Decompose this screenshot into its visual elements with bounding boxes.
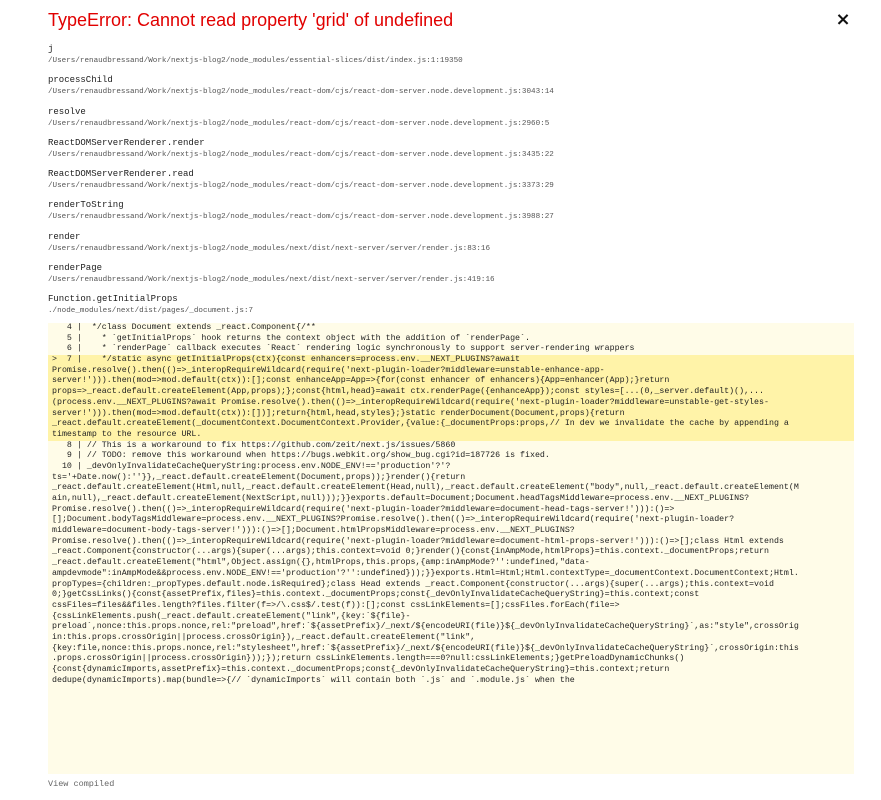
code-line-highlighted: (process.env.__NEXT_PLUGINS?await Promise.resolve().then(()=>_interopRequireWildcard(require('next-plugin-loader?middleware=unstable-get-styles-: [48, 398, 854, 409]
close-icon[interactable]: ×: [835, 9, 851, 30]
code-line: _react.default.createElement("html",Object.assign({},htmlProps,this.props,{amp:inAmpMode?'':undefined,"data-: [52, 558, 590, 568]
view-compiled-link[interactable]: View compiled: [48, 779, 115, 789]
stack-frame[interactable]: [48, 294, 848, 325]
code-line-highlighted: props=>_react.default.createElement(App,props);};const{html,head}=await ctx.renderPage({enhanceApp});const styles=[...(0,_server.default)(),...: [48, 387, 854, 398]
stack-frame-file: ./node_modules/next/dist/pages/_document.js:7: [48, 307, 254, 316]
code-line: 6 | * `renderPage` callback executes `React` rendering logic synchronously to support server-rendering wrappers: [52, 344, 635, 354]
stack-frame-function: renderToString: [48, 200, 124, 211]
code-line: _react.Component{constructor(...args){super(...args);this.context=void 0;}render(){const{inAmpMode,htmlProps}=this.context._documentProps;return: [52, 547, 769, 557]
stack-frame-function: resolve: [48, 106, 86, 117]
code-frame: [48, 323, 854, 774]
stack-frame-file: /Users/renaudbressand/Work/nextjs-blog2/node_modules/react-dom/cjs/react-dom-server.node.development.js:3043:14: [48, 88, 554, 97]
code-line: middleware=document-body-tags-server!'))):()=>[];Document.htmlPropsMiddleware=process.env.__NEXT_PLUGINS?: [52, 526, 575, 536]
stack-frame-function: ReactDOMServerRenderer.read: [48, 169, 194, 180]
code-line: 0;}getCssLinks(){const{assetPrefix,files}=this.context._documentProps;const{_devOnlyInvalidateCacheQueryString}=this.context;const: [52, 590, 700, 600]
stack-frame[interactable]: [48, 200, 848, 231]
stack-frame-function: renderPage: [48, 263, 103, 274]
stack-frame[interactable]: [48, 169, 848, 200]
code-line: cssFiles=files&&files.length?files.filter(f=>/\.css$/.test(f)):[];const cssLinkElements=[];cssFiles.forEach(file=>: [52, 600, 620, 610]
stack-frame-function: render: [48, 231, 81, 242]
code-line: {cssLinkElements.push(_react.default.createElement("link",{key:`${file}-: [52, 611, 411, 621]
error-title: TypeError: Cannot read property 'grid' of undefined: [48, 10, 454, 30]
code-line-highlighted: server!'))).then(mod=>mod.default(ctx)):[];const enhanceApp=App=>{for(const enhancer of enhancers){App=enhancer(App);}return: [48, 376, 854, 387]
code-line: 5 | * `getInitialProps` hook returns the context object with the addition of `renderPage`.: [52, 333, 530, 343]
stack-frame-function: ReactDOMServerRenderer.render: [48, 137, 205, 148]
code-line: Promise.resolve().then(()=>_interopRequireWildcard(require('next-plugin-loader?middleware=document-html-props-server!'))):()=>[];class Html extends: [52, 536, 784, 546]
stack-frame-file: /Users/renaudbressand/Work/nextjs-blog2/node_modules/react-dom/cjs/react-dom-server.node.development.js:3373:29: [48, 182, 554, 191]
stack-frame-function: processChild: [48, 75, 113, 86]
stack-frame[interactable]: [48, 107, 848, 138]
code-line-highlighted: > 7 | */static async getInitialProps(ctx){const enhancers=process.env.__NEXT_PLUGINS?await: [48, 355, 854, 366]
code-line: ampdevmode":inAmpMode&&process.env.NODE_ENV!=='production'?'':undefined}));}}exports.Html=Html;Html.contextType=_documentContext.DocumentContext;Html.: [52, 568, 799, 578]
code-line: in:this.props.crossOrigin||process.crossOrigin}),_react.default.createElement("link",: [52, 632, 476, 642]
stack-frame[interactable]: [48, 138, 848, 169]
code-line: ain,null),_react.default.createElement(NextScript,null)));}}exports.default=Document;Document.headTagsMiddleware=process.env.__NEXT_PLUGINS?: [52, 494, 750, 503]
stack-frame[interactable]: [48, 44, 848, 75]
code-line: 8 | // This is a workaround to fix https://github.com/zeit/next.js/issues/5860: [52, 440, 456, 450]
code-line: {key:file,nonce:this.props.nonce,rel:"stylesheet",href:`${assetPrefix}/_next/${encodeURI(file)}${_devOnlyInvalidateCacheQueryString}`,crossOrigin:this: [52, 643, 799, 653]
code-line-highlighted: server!'))).then(mod=>mod.default(ctx)):[])];return{html,head,styles};}static renderDocument(Document,props){return: [48, 409, 854, 420]
code-line-highlighted: _react.default.createElement(_documentContext.DocumentContext.Provider,{value:{_documentProps:props,// In dev we invalidate the cache by appending a: [48, 419, 854, 430]
stack-frame-file: /Users/renaudbressand/Work/nextjs-blog2/node_modules/next/dist/next-server/server/render.js:83:16: [48, 244, 491, 253]
stack-frame[interactable]: [48, 232, 848, 263]
stack-frame-function: Function.getInitialProps: [48, 294, 178, 305]
code-line: propTypes={children:_propTypes.default.node.isRequired};class Head extends _react.Component{constructor(...args){super(...args);this.context=void: [52, 579, 774, 589]
stack-frame-function: j: [48, 44, 54, 54]
stack-frame-file: /Users/renaudbressand/Work/nextjs-blog2/node_modules/essential-slices/dist/index.js:1:19350: [48, 57, 463, 65]
code-line: 4 | */class Document extends _react.Component{/**: [52, 323, 316, 332]
stack-frame[interactable]: [48, 75, 848, 106]
code-line: [];Document.bodyTagsMiddleware=process.env.__NEXT_PLUGINS?Promise.resolve().then(()=>_interopRequireWildcard(require('next-plugin-loader?: [52, 515, 735, 525]
stack-frame-file: /Users/renaudbressand/Work/nextjs-blog2/node_modules/react-dom/cjs/react-dom-server.node.development.js:3988:27: [48, 213, 554, 222]
stack-frame-file: /Users/renaudbressand/Work/nextjs-blog2/node_modules/react-dom/cjs/react-dom-server.node.development.js:3435:22: [48, 150, 554, 159]
code-line: 9 | // TODO: remove this workaround when https://bugs.webkit.org/show_bug.cgi?id=187726 is fixed.: [52, 451, 550, 461]
code-line: ts='+Date.now():''}},_react.default.createElement(Document,props));}render(){return: [52, 472, 466, 482]
code-line: Promise.resolve().then(()=>_interopRequireWildcard(require('next-plugin-loader?middleware=document-head-tags-server!'))):()=>: [52, 504, 675, 514]
code-line: _react.default.createElement(Html,null,_react.default.createElement(Head,null),_react.default.createElement("body",null,_react.default.createElement(M: [52, 483, 799, 493]
stack-frame-file: /Users/renaudbressand/Work/nextjs-blog2/node_modules/react-dom/cjs/react-dom-server.node.development.js:2960:5: [48, 119, 550, 128]
code-line: {const{dynamicImports,assetPrefix}=this.context._documentProps;const{_devOnlyInvalidateCacheQueryString}=this.context;return: [52, 665, 670, 674]
code-line: dedupe(dynamicImports).map(bundle=>{// `dynamicImports` will contain both `.js` and `.module.js` when the: [52, 675, 575, 685]
code-line-highlighted: timestamp to the resource URL.: [48, 430, 854, 441]
code-line-highlighted: Promise.resolve().then(()=>_interopRequireWildcard(require('next-plugin-loader?middleware=unstable-enhance-app-: [48, 366, 854, 377]
stack-frame-file: /Users/renaudbressand/Work/nextjs-blog2/node_modules/next/dist/next-server/server/render.js:419:16: [48, 276, 495, 285]
code-line: 10 | _devOnlyInvalidateCacheQueryString:process.env.NODE_ENV!=='production'?'?: [52, 461, 451, 471]
code-line: .props.crossOrigin||process.crossOrigin}));});return cssLinkElements.length===0?null:cssLinkElements;}getPreloadDynamicChunks(): [52, 654, 685, 664]
code-line: preload`,nonce:this.props.nonce,rel:"preload",href:`${assetPrefix}/_next/${encodeURI(file)}${_devOnlyInvalidateCacheQueryString}`,as:"style",crossOrig: [52, 622, 799, 632]
stack-trace: [48, 44, 848, 326]
stack-frame[interactable]: [48, 263, 848, 294]
